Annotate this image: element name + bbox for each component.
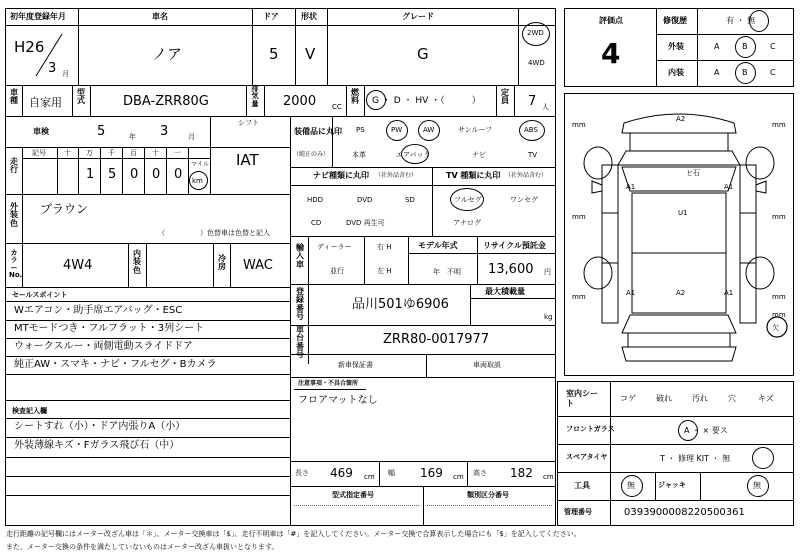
shift-value: IAT: [236, 151, 259, 169]
exterior-b-circle: [735, 36, 756, 58]
length-unit: cm: [364, 473, 375, 481]
mileage-unit: km: [192, 177, 203, 185]
exterior-label: 外装: [668, 42, 684, 51]
model-label: 型式: [77, 88, 85, 106]
spare-options: T ・ 修理 KIT ・ 無: [660, 454, 731, 463]
navi-hdd: HDD: [307, 196, 324, 204]
mileage-digit: 5: [108, 167, 117, 182]
chassis-label: 車台番号: [296, 325, 304, 360]
left-h-label: 左 H: [377, 267, 392, 275]
mileage-unit-above: マイル: [191, 161, 209, 168]
mileage-label: 走行: [10, 157, 18, 175]
color-label: 外装色: [10, 202, 18, 228]
dealer-label: ディーラー: [317, 243, 352, 251]
inspection-month: 3: [160, 124, 169, 139]
jack-label: ジャッキ: [658, 481, 686, 489]
notes-text: フロアマットなし: [298, 395, 378, 406]
jack-value: 無: [753, 481, 761, 490]
height-unit: cm: [543, 473, 554, 481]
equipment-sub: （純正のみ）: [293, 151, 330, 158]
navi-dvd-play: DVD 再生可: [346, 219, 385, 227]
navi-dvd: DVD: [357, 196, 373, 204]
reg-month-unit: 月: [62, 70, 69, 78]
color-value: ブラウン: [40, 202, 89, 216]
repair-history-label: 修復歴: [663, 16, 687, 25]
interior-item-dirt: 汚れ: [692, 394, 708, 403]
plate-label: 登録番号: [296, 287, 304, 322]
displacement-unit: CC: [332, 103, 342, 111]
reg-month: 3: [48, 61, 57, 76]
fuel-options: G ・ D ・ HV ・（ ）: [372, 96, 481, 106]
grade: G: [417, 45, 429, 63]
equip-pw: PW: [391, 126, 403, 134]
footer-note-1: 走行距離の記号欄にはメーター改ざん車は「＊」、メーター交換車は「$」、走行不明車は「#」を記入してください。メーター交換で合算表示した場合にも「$」を記入してください。: [6, 530, 581, 538]
sales-points-label: セールスポイント: [12, 291, 68, 299]
height-label: 高さ: [473, 469, 487, 477]
mileage-head-d4: 百: [130, 149, 137, 157]
tv-fullseg: フルセグ: [454, 196, 482, 204]
damage-mark: A2: [676, 115, 686, 123]
mileage-digit: 0: [152, 167, 161, 182]
damage-mark: A1: [724, 289, 734, 297]
car-name: ノア: [152, 45, 183, 63]
interior-sheet-label: 室内シート: [566, 389, 598, 409]
reg-era-year: H26: [14, 38, 45, 56]
mileage-head-d2: 万: [86, 149, 93, 157]
shape-label: 形状: [301, 12, 317, 21]
recycle-unit: 円: [544, 268, 551, 276]
equip-tv: TV: [528, 151, 538, 159]
diagram-unit-label: mm: [772, 293, 786, 301]
door-label: ドア: [263, 12, 279, 21]
length-label: 長さ: [295, 469, 309, 477]
interior-a: A: [714, 68, 720, 77]
drive-4wd: 4WD: [528, 59, 545, 67]
length-value: 469: [330, 466, 353, 480]
navi-sd: SD: [405, 196, 415, 204]
interior-item-scratch: キズ: [758, 394, 774, 403]
tv-analog: アナログ: [453, 219, 481, 227]
grade-score-label: 評価点: [599, 16, 623, 25]
car-name-label: 車名: [152, 12, 168, 21]
exterior-b: B: [742, 42, 748, 51]
grade-label: グレード: [402, 12, 434, 21]
mileage-head-d5: 十: [152, 149, 159, 157]
windshield-label: フロントガラス: [566, 425, 615, 433]
diagram-unit-label: mm: [772, 311, 786, 319]
capacity: 7: [528, 94, 537, 109]
mileage-digit: 0: [174, 167, 183, 182]
chassis-number: ZRR80-0017977: [383, 332, 490, 347]
repair-options: 有 ・ 無: [726, 16, 756, 25]
missing-mark: 欠: [772, 324, 779, 332]
capacity-unit: 人: [542, 103, 549, 111]
interior-c: C: [770, 68, 776, 77]
displacement: 2000: [283, 94, 317, 109]
ac-label: 冷房: [218, 254, 226, 272]
equip-aw: AW: [423, 126, 435, 134]
model-year-label: モデル年式: [418, 241, 458, 250]
windshield-options: A ・ × 要ス: [684, 426, 728, 435]
equip-airbag: エアバック: [396, 151, 431, 159]
sales-point-item: MTモードつき・フルフラット・3列シート: [14, 323, 205, 334]
mileage-head-d3: 千: [108, 149, 115, 157]
damage-mark: A1: [626, 289, 636, 297]
damage-mark: U1: [678, 209, 688, 217]
right-h-label: 右 H: [377, 243, 392, 251]
tools-label: 工具: [574, 481, 590, 490]
parallel-label: 並行: [330, 267, 344, 275]
color-note: （ ）色替車は色替と記入: [158, 229, 270, 237]
navi-cd: CD: [311, 219, 322, 227]
import-label: 輸入車: [296, 243, 304, 269]
equip-navi: ナビ: [472, 151, 486, 159]
width-value: 169: [420, 466, 443, 480]
navi-sub: （社外品含む）: [375, 172, 418, 179]
inspection-year: 5: [97, 124, 106, 139]
damage-mark: ヒ石: [686, 169, 700, 177]
drive-2wd: 2WD: [527, 29, 544, 37]
diagram-unit-label: mm: [772, 121, 786, 129]
color-number: 4W4: [63, 258, 93, 273]
height-value: 182: [510, 466, 533, 480]
inspection-year-unit: 年: [129, 133, 136, 141]
grade-score: 4: [601, 37, 621, 70]
fuel-label: 燃料: [351, 88, 359, 106]
ac-value: WAC: [243, 258, 273, 273]
equip-abs: ABS: [524, 126, 538, 134]
shape: V: [305, 45, 316, 63]
damage-mark: A2: [676, 289, 686, 297]
mileage-head-symbol: 記号: [32, 149, 46, 157]
mileage-head-d6: 一: [174, 149, 181, 157]
inspection-label: 車検: [33, 127, 49, 136]
shift-label: シフト: [238, 119, 259, 127]
spare-none-circle: [752, 447, 774, 469]
mileage-digit: 1: [86, 167, 95, 182]
damage-mark: A1: [724, 183, 734, 191]
reg-year-label: 初年度登録年月: [10, 12, 66, 21]
sales-point-item: Wエアコン・助手席エアバッグ・ESC: [14, 305, 183, 316]
sales-point-item: ウォークスルー・両側電動スライドドア: [14, 341, 193, 352]
max-load-unit: kg: [544, 313, 553, 321]
inspection-note-item: シートすれ（小）・ドア内張りA（小）: [14, 421, 186, 432]
interior-color-label: 内装色: [133, 249, 141, 275]
sales-point-item: 純正AW・スマキ・ナビ・フルセグ・Bカメラ: [14, 359, 217, 370]
spare-tire-label: スペアタイヤ: [566, 453, 608, 461]
navi-title: ナビ種類に丸印: [313, 171, 369, 180]
diagram-unit-label: mm: [572, 213, 586, 221]
recycle-fee: 13,600: [488, 262, 534, 277]
tv-title: TV 種類に丸印: [446, 171, 501, 180]
width-unit: cm: [453, 473, 464, 481]
equipment-label: 装備品に丸印: [294, 127, 342, 136]
equip-leather: 本革: [352, 151, 366, 159]
manual-label: 車両取説: [473, 361, 501, 369]
interior-b-circle: [735, 62, 756, 84]
width-label: 幅: [388, 469, 395, 477]
management-number: 0393900008220500361: [624, 507, 745, 518]
exterior-a: A: [714, 42, 720, 51]
interior-label: 内装: [668, 68, 684, 77]
management-label: 管理番号: [564, 508, 592, 516]
interior-item-tear: 破れ: [656, 394, 672, 403]
footer-note-2: また、メーター交換の条件を満たしていないものはメーター改ざん車扱いとなります。: [6, 543, 279, 551]
inspection-notes-label: 検査記入欄: [12, 407, 47, 415]
use-type: 自家用: [29, 96, 62, 109]
diagram-unit-label: mm: [572, 121, 586, 129]
tv-oneseg: ワンセグ: [510, 196, 538, 204]
model-year-value: 年 不明: [433, 268, 461, 276]
inspection-note-item: 外装薄線キズ・Fガラス飛び石（中）: [14, 440, 180, 451]
tv-sub: （社外品含む）: [505, 172, 548, 179]
plate-number: 品川501ゆ6906: [352, 297, 449, 312]
displacement-label: 排気量: [251, 85, 259, 108]
capacity-label: 定員: [501, 88, 509, 106]
color-number-label: カラーNo.: [9, 249, 23, 280]
interior-item-koge: コゲ: [620, 394, 636, 403]
tools-value: 無: [627, 481, 635, 490]
mileage-head-d1: 十: [64, 149, 71, 157]
max-load-label: 最大積載量: [485, 287, 525, 296]
damage-mark: A1: [626, 183, 636, 191]
interior-b: B: [742, 68, 748, 77]
category-label: 類別区分番号: [467, 491, 509, 499]
repair-none-circle: [749, 10, 769, 32]
new-warranty-label: 新車保証書: [338, 361, 373, 369]
interior-item-hole: 穴: [728, 394, 736, 403]
equip-ps: PS: [356, 126, 365, 134]
diagram-unit-label: mm: [772, 213, 786, 221]
inspection-month-unit: 月: [188, 133, 195, 141]
notes-label: 注意事項・不具合箇所: [298, 380, 359, 387]
type-designation-label: 型式指定番号: [332, 491, 374, 499]
recycle-label: リサイクル預託金: [483, 241, 546, 250]
exterior-c: C: [770, 42, 776, 51]
doors: 5: [269, 45, 279, 63]
diagram-unit-label: mm: [572, 293, 586, 301]
mileage-digit: 0: [130, 167, 139, 182]
body-type-label: 車種: [10, 88, 18, 106]
model-code: DBA-ZRR80G: [123, 94, 209, 109]
car-body-diagram: [564, 93, 794, 376]
equip-sunroof: サンルーフ: [458, 126, 493, 134]
